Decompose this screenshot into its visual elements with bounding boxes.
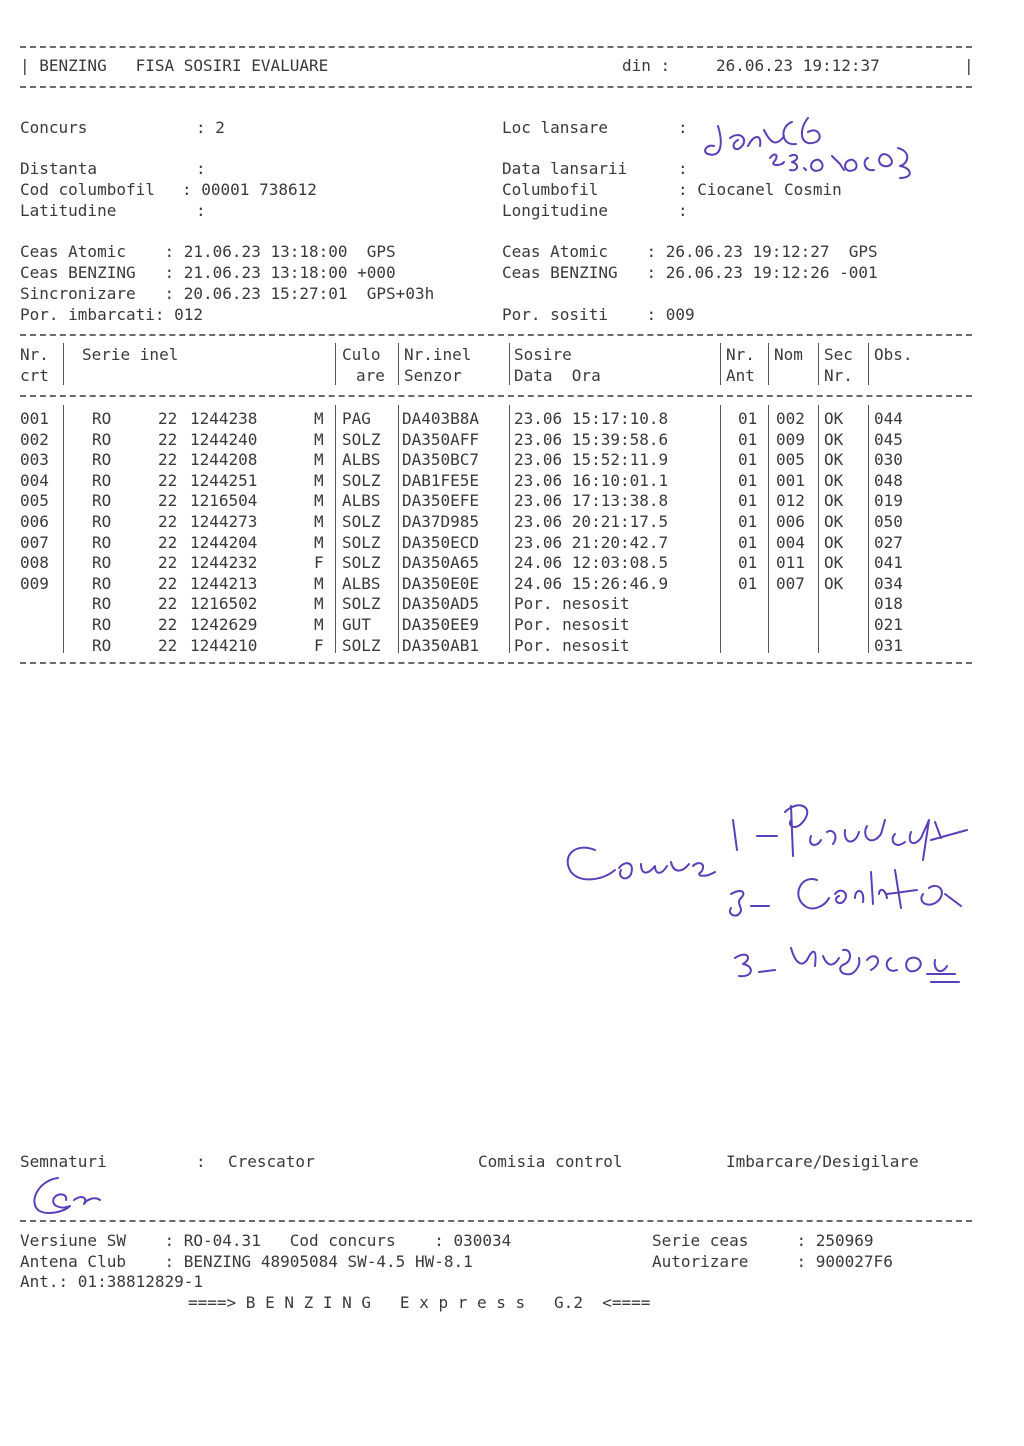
pigeon-sex: M	[314, 429, 324, 449]
col-divider	[63, 343, 64, 385]
antenna-number: 01	[738, 429, 758, 449]
sensor-id: DAB1FE5E	[402, 470, 480, 490]
security-status: OK	[824, 409, 844, 428]
loc-lansare-value: :	[678, 118, 688, 137]
ring-country: RO	[92, 553, 112, 573]
ring-year: 22	[158, 594, 178, 614]
pigeon-color: SOLZ	[342, 512, 381, 531]
sincronizare-line: Sincronizare : 20.06.23 15:27:01 GPS+03h	[20, 284, 435, 303]
pigeon-color: SOLZ	[342, 470, 381, 490]
ring-number: 1244213	[190, 573, 258, 593]
security-status: OK	[824, 491, 844, 511]
arrival-time: 24.06 12:03:08.5	[514, 553, 669, 573]
ring-country: RO	[92, 491, 112, 511]
col-divider	[335, 343, 336, 385]
security-status: OK	[824, 470, 844, 490]
ring-country: RO	[92, 512, 112, 531]
cod-columbofil-label: Cod columbofil	[20, 180, 155, 199]
ring-number: 1216504	[190, 491, 258, 511]
antenna-number: 01	[738, 553, 758, 573]
col-divider	[868, 343, 869, 385]
nom-value: 012	[776, 491, 805, 511]
col-divider	[818, 343, 819, 385]
arrival-time: Por. nesosit	[514, 615, 630, 634]
ring-year: 22	[158, 573, 178, 593]
col-header-sec-nr: Nr.	[824, 366, 853, 385]
observation: 045	[874, 429, 903, 449]
pigeon-color: ALBS	[342, 450, 381, 470]
pigeon-color: PAG	[342, 409, 371, 428]
nom-value: 002	[776, 409, 805, 428]
distanta-value: :	[196, 159, 206, 178]
col-header-data-ora: Data Ora	[514, 366, 601, 385]
comisia-control-label: Comisia control	[478, 1152, 623, 1171]
arrival-time: 24.06 15:26:46.9	[514, 573, 669, 593]
nom-value: 006	[776, 512, 805, 531]
latitudine-value: :	[196, 201, 206, 220]
ring-country: RO	[92, 409, 112, 428]
col-header-sec: Sec	[824, 345, 853, 364]
col-header-obs: Obs.	[874, 345, 913, 364]
observation: 041	[874, 553, 903, 573]
col-header-sosire: Sosire	[514, 345, 572, 364]
ring-country: RO	[92, 532, 112, 552]
sensor-id: DA37D985	[402, 512, 480, 531]
concurs-label: Concurs	[20, 118, 88, 137]
pigeon-color: SOLZ	[342, 635, 381, 655]
sensor-id: DA350EE9	[402, 615, 480, 634]
row-number: 001	[20, 409, 49, 428]
ring-year: 22	[158, 532, 178, 552]
pigeon-color: ALBS	[342, 491, 381, 511]
ceas-benzing-start: Ceas BENZING : 21.06.23 13:18:00 +000	[20, 263, 396, 282]
sensor-id: DA350AD5	[402, 594, 480, 614]
row-number: 004	[20, 470, 49, 490]
ring-year: 22	[158, 470, 178, 490]
nom-value: 009	[776, 429, 805, 449]
col-divider	[768, 405, 769, 653]
ring-year: 22	[158, 615, 178, 634]
pigeon-sex: M	[314, 573, 324, 593]
col-header-nom: Nom	[774, 345, 803, 364]
ring-country: RO	[92, 470, 112, 490]
col-header-serie: Serie inel	[82, 345, 179, 364]
ring-number: 1244204	[190, 532, 258, 552]
ring-country: RO	[92, 615, 112, 634]
ring-number: 1242629	[190, 615, 258, 634]
arrival-time: Por. nesosit	[514, 594, 630, 614]
crescator-label: Crescator	[228, 1152, 315, 1171]
sensor-id: DA350AFF	[402, 429, 480, 449]
arrival-time: Por. nesosit	[514, 635, 630, 655]
ring-number: 1244240	[190, 429, 258, 449]
row-number: 006	[20, 512, 49, 531]
nom-value: 011	[776, 553, 805, 573]
imbarcare-desigilare-label: Imbarcare/Desigilare	[726, 1152, 919, 1171]
serie-ceas: Serie ceas : 250969	[652, 1231, 874, 1250]
arrival-time: 23.06 15:17:10.8	[514, 409, 669, 428]
ring-country: RO	[92, 594, 112, 614]
security-status: OK	[824, 512, 844, 531]
nom-value: 001	[776, 470, 805, 490]
columbofil-label: Columbofil	[502, 180, 599, 199]
commission-signatures-handwriting	[555, 790, 995, 1030]
security-status: OK	[824, 573, 844, 593]
col-divider	[868, 405, 869, 653]
antena-club: Antena Club : BENZING 48905084 SW-4.5 HW-8.1	[20, 1252, 473, 1271]
ring-year: 22	[158, 553, 178, 573]
pigeon-color: SOLZ	[342, 553, 381, 573]
col-header-nr: Nr.	[20, 345, 49, 364]
pigeon-color: ALBS	[342, 573, 381, 593]
pigeon-sex: M	[314, 512, 324, 531]
arrival-time: 23.06 15:52:11.9	[514, 450, 669, 470]
arrival-time: 23.06 21:20:42.7	[514, 532, 669, 552]
pigeon-sex: F	[314, 635, 324, 655]
ring-number: 1244210	[190, 635, 258, 655]
col-divider	[398, 405, 399, 653]
footer-divider	[20, 1220, 972, 1222]
pigeon-color: SOLZ	[342, 429, 381, 449]
ceas-atomic-end: Ceas Atomic : 26.06.23 19:12:27 GPS	[502, 242, 878, 261]
versiune-sw: Versiune SW : RO-04.31 Cod concurs : 030034	[20, 1231, 512, 1250]
observation: 050	[874, 512, 903, 531]
pigeon-sex: M	[314, 470, 324, 490]
ring-country: RO	[92, 635, 112, 655]
pigeon-sex: M	[314, 532, 324, 552]
data-lansarii-label: Data lansarii	[502, 159, 628, 178]
columbofil-value: : Ciocanel Cosmin	[678, 180, 842, 199]
ring-number: 1244208	[190, 450, 258, 470]
longitudine-label: Longitudine	[502, 201, 608, 220]
pigeon-sex: F	[314, 553, 324, 573]
nom-value: 005	[776, 450, 805, 470]
header-end-bar: |	[964, 56, 974, 75]
ring-country: RO	[92, 429, 112, 449]
pigeon-sex: M	[314, 491, 324, 511]
distanta-label: Distanta	[20, 159, 98, 178]
col-header-crt: crt	[20, 366, 49, 385]
ceas-atomic-start: Ceas Atomic : 21.06.23 13:18:00 GPS	[20, 242, 396, 261]
report-datetime: 26.06.23 19:12:37	[716, 56, 880, 75]
ring-number: 1244273	[190, 512, 258, 531]
row-number: 005	[20, 491, 49, 511]
col-divider	[720, 405, 721, 653]
row-number: 009	[20, 573, 49, 593]
ring-year: 22	[158, 512, 178, 531]
pigeon-sex: M	[314, 450, 324, 470]
sensor-id: DA350EFE	[402, 491, 480, 511]
concurs-value: : 2	[196, 118, 225, 137]
observation: 027	[874, 532, 903, 552]
pigeon-sex: M	[314, 409, 324, 428]
security-status: OK	[824, 429, 844, 449]
antenna-number: 01	[738, 409, 758, 428]
observation: 021	[874, 615, 903, 634]
table-header-divider	[20, 395, 972, 397]
porumbei-imbarcati: Por. imbarcati: 012	[20, 305, 204, 324]
col-header-culo: Culo	[342, 345, 381, 364]
table-top-divider	[20, 334, 972, 336]
header-top-divider	[20, 46, 972, 48]
antena-id: Ant.: 01:38812829-1	[20, 1272, 204, 1291]
security-status: OK	[824, 553, 844, 573]
ring-number: 1244251	[190, 470, 258, 490]
ring-year: 22	[158, 409, 178, 428]
sensor-id: DA350AB1	[402, 635, 480, 655]
benzing-brand-line: ====> B E N Z I N G E x p r e s s G.2 <====	[188, 1293, 651, 1312]
antenna-number: 01	[738, 450, 758, 470]
pigeon-sex: M	[314, 594, 324, 614]
security-status: OK	[824, 532, 844, 552]
row-number: 008	[20, 553, 49, 573]
arrival-time: 23.06 20:21:17.5	[514, 512, 669, 531]
observation: 019	[874, 491, 903, 511]
antenna-number: 01	[738, 532, 758, 552]
nom-value: 004	[776, 532, 805, 552]
col-header-nr-inel: Nr.inel	[404, 345, 472, 364]
row-number: 002	[20, 429, 49, 449]
data-lansarii-value: :	[678, 159, 688, 178]
longitudine-value: :	[678, 201, 688, 220]
pigeon-color: GUT	[342, 615, 371, 634]
nom-value: 007	[776, 573, 805, 593]
col-header-ant: Ant	[726, 366, 755, 385]
pigeon-sex: M	[314, 615, 324, 634]
antenna-number: 01	[738, 491, 758, 511]
arrival-time: 23.06 17:13:38.8	[514, 491, 669, 511]
sensor-id: DA350ECD	[402, 532, 480, 552]
ring-number: 1216502	[190, 594, 258, 614]
ring-country: RO	[92, 573, 112, 593]
col-header-nr-ant: Nr.	[726, 345, 755, 364]
observation: 031	[874, 635, 903, 655]
arrival-time: 23.06 15:39:58.6	[514, 429, 669, 449]
antenna-number: 01	[738, 512, 758, 531]
observation: 018	[874, 594, 903, 614]
ring-year: 22	[158, 429, 178, 449]
col-header-senzor: Senzor	[404, 366, 462, 385]
sensor-id: DA403B8A	[402, 409, 480, 428]
header-bottom-divider	[20, 86, 972, 88]
date-label: din :	[622, 56, 671, 75]
observation: 048	[874, 470, 903, 490]
ring-year: 22	[158, 635, 178, 655]
pigeon-color: SOLZ	[342, 532, 381, 552]
semnaturi-colon: :	[196, 1152, 206, 1171]
ceas-benzing-end: Ceas BENZING : 26.06.23 19:12:26 -001	[502, 263, 878, 282]
table-bottom-divider	[20, 662, 972, 664]
pigeon-color: SOLZ	[342, 594, 381, 614]
launch-signature-handwriting	[700, 108, 940, 188]
col-divider	[818, 405, 819, 653]
ring-year: 22	[158, 450, 178, 470]
antenna-number: 01	[738, 470, 758, 490]
porumbei-sositi: Por. sositi : 009	[502, 305, 695, 324]
row-number: 003	[20, 450, 49, 470]
sensor-id: DA350A65	[402, 553, 480, 573]
security-status: OK	[824, 450, 844, 470]
observation: 044	[874, 409, 903, 428]
observation: 034	[874, 573, 903, 593]
loc-lansare-label: Loc lansare	[502, 118, 608, 137]
semnaturi-label: Semnaturi	[20, 1152, 107, 1171]
observation: 030	[874, 450, 903, 470]
col-divider	[63, 405, 64, 653]
report-title: | BENZING FISA SOSIRI EVALUARE	[20, 56, 329, 75]
arrival-time: 23.06 16:10:01.1	[514, 470, 669, 490]
col-divider	[335, 405, 336, 653]
sensor-id: DA350BC7	[402, 450, 480, 470]
antenna-number: 01	[738, 573, 758, 593]
ring-number: 1244232	[190, 553, 258, 573]
ring-country: RO	[92, 450, 112, 470]
crescator-signature-handwriting	[24, 1170, 144, 1220]
sensor-id: DA350E0E	[402, 573, 480, 593]
autorizare: Autorizare : 900027F6	[652, 1252, 893, 1271]
row-number: 007	[20, 532, 49, 552]
col-divider	[720, 343, 721, 385]
col-header-are: are	[356, 366, 385, 385]
ring-year: 22	[158, 491, 178, 511]
col-divider	[768, 343, 769, 385]
cod-columbofil-value: : 00001 738612	[182, 180, 317, 199]
col-divider	[509, 343, 510, 385]
col-divider	[509, 405, 510, 653]
ring-number: 1244238	[190, 409, 258, 428]
col-divider	[398, 343, 399, 385]
latitudine-label: Latitudine	[20, 201, 117, 220]
